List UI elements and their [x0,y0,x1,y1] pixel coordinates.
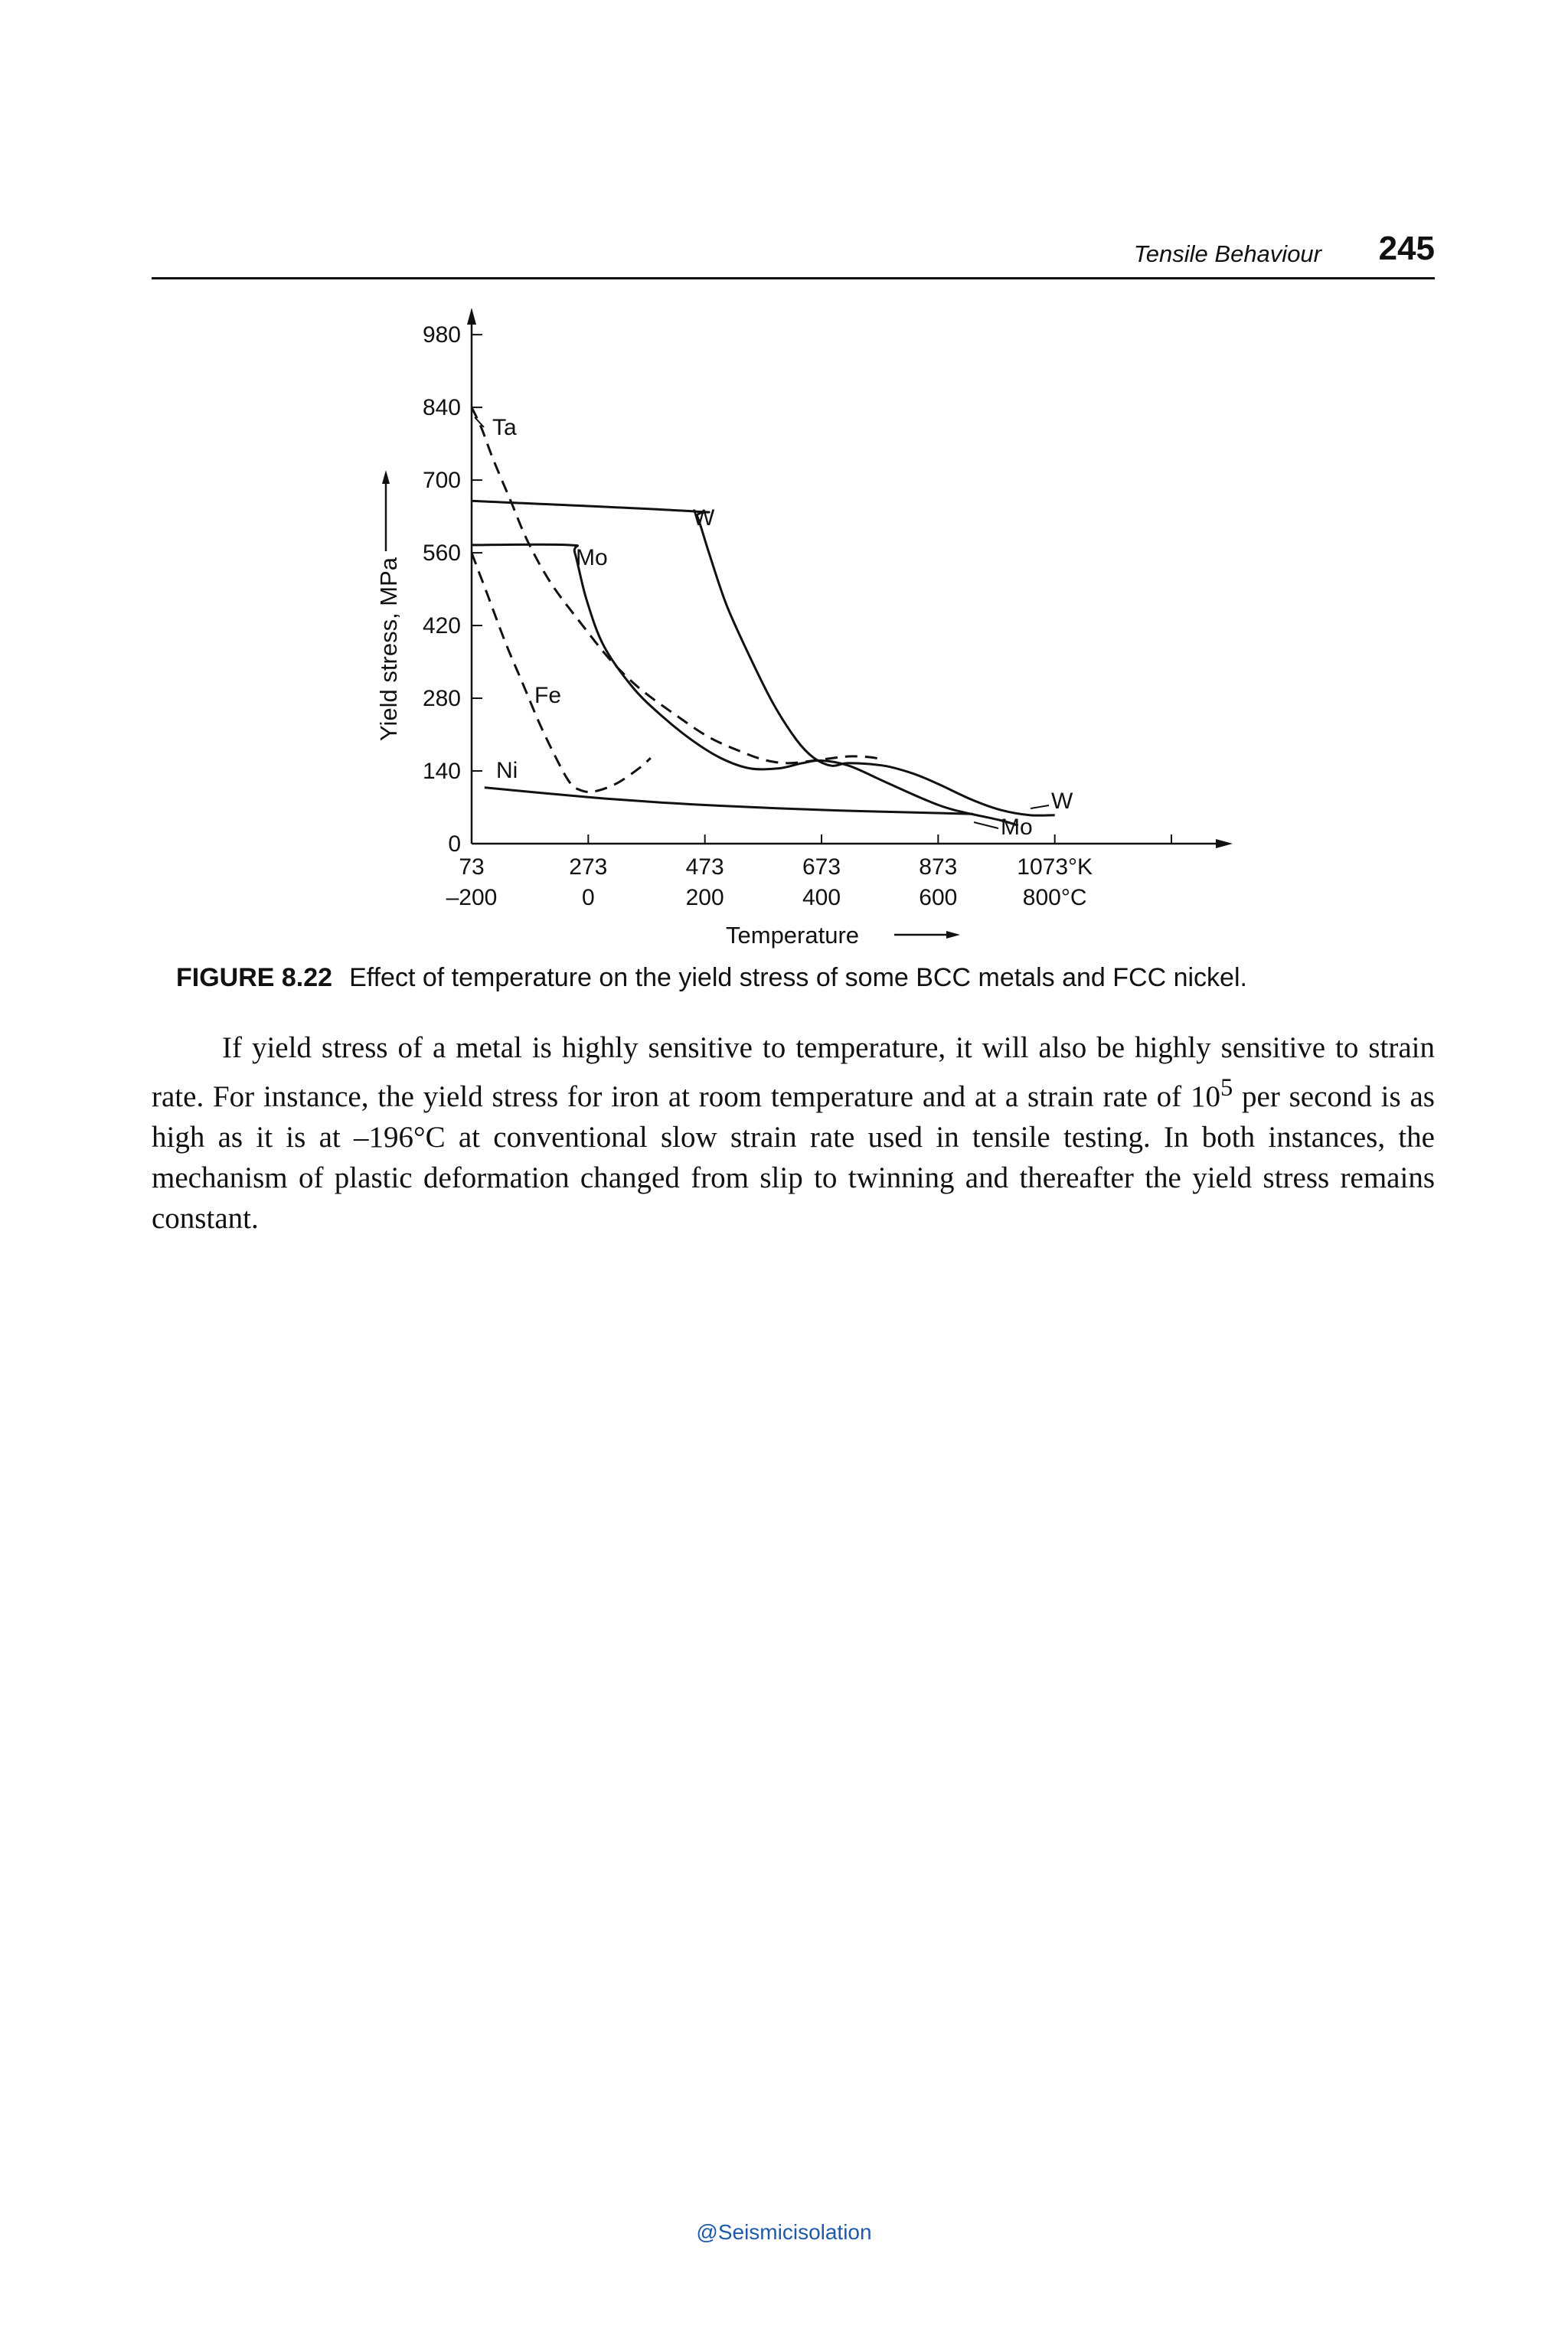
x-axis-title-arrowhead [946,931,960,939]
figure-label: FIGURE 8.22 [176,963,333,992]
figure-caption-text: Effect of temperature on the yield stress of some BCC metals and FCC nickel. [349,963,1247,992]
label-leader [974,822,998,828]
yield-stress-chart [0,291,1568,965]
watermark: @Seismicisolation [696,2220,872,2244]
y-tick-label: 280 [422,686,461,712]
y-tick-label: 980 [422,322,461,348]
curve-ni [485,788,973,815]
page-header [152,227,1435,279]
y-tick-label: 840 [422,395,461,421]
curve-label-w: W [1051,789,1073,814]
curve-label-ta: Ta [492,415,517,440]
curve-label-w: W [693,505,715,531]
chart-labels [375,322,1093,949]
page-number: 245 [1378,230,1435,267]
figure-caption [176,963,1432,993]
x-tick-label-celsius: 800°C [1022,885,1087,910]
x-tick-label-celsius: 0 [581,885,595,910]
paragraph-superscript: 5 [1220,1074,1233,1102]
y-axis-arrowhead [467,308,476,325]
running-title: Tensile Behaviour [1133,240,1321,267]
x-tick-label-celsius: –200 [446,885,498,910]
x-tick-label-celsius: 400 [802,885,841,910]
x-tick-label-kelvin: 873 [919,854,958,880]
body-paragraph [152,1027,1435,1239]
chart-curves [472,407,1055,825]
y-tick-label: 140 [422,759,461,785]
label-leader [1031,805,1049,808]
x-tick-label-kelvin: 1073°K [1017,854,1093,880]
curve-label-mo: Mo [576,545,608,570]
y-tick-label: 0 [448,831,461,857]
y-tick-label: 420 [422,613,461,639]
x-axis-title: Temperature [726,922,860,949]
x-tick-label-kelvin: 473 [685,854,724,880]
y-tick-label: 560 [422,540,461,567]
y-axis-title: Yield stress, MPa [375,557,402,741]
y-axis-title-arrowhead [382,470,390,484]
paragraph-part2: per second is as high as it is at –196°C at conventional slow strain rate used in tensile testing. In both instances, the mechanism of plastic deformation changed from slip to twinning and thereafter the yield stress remains constant. [152,1080,1435,1235]
curve-label-fe: Fe [534,683,562,708]
x-axis-arrowhead [1216,839,1233,848]
x-tick-label-kelvin: 73 [459,854,485,880]
x-tick-label-celsius: 600 [919,885,958,910]
x-tick-label-celsius: 200 [685,885,724,910]
paragraph-part1: If yield stress of a metal is highly sensitive to temperature, it will also be highly sensitive to strain rate. For instance, the yield stress for iron at room temperature and at a strain rate of 10 [152,1031,1435,1113]
x-tick-label-kelvin: 673 [802,854,841,880]
x-tick-label-kelvin: 273 [569,854,608,880]
curve-label-ni: Ni [496,758,518,783]
y-tick-label: 700 [422,468,461,494]
chart-axes [382,308,1233,939]
curve-label-mo: Mo [1001,815,1033,840]
